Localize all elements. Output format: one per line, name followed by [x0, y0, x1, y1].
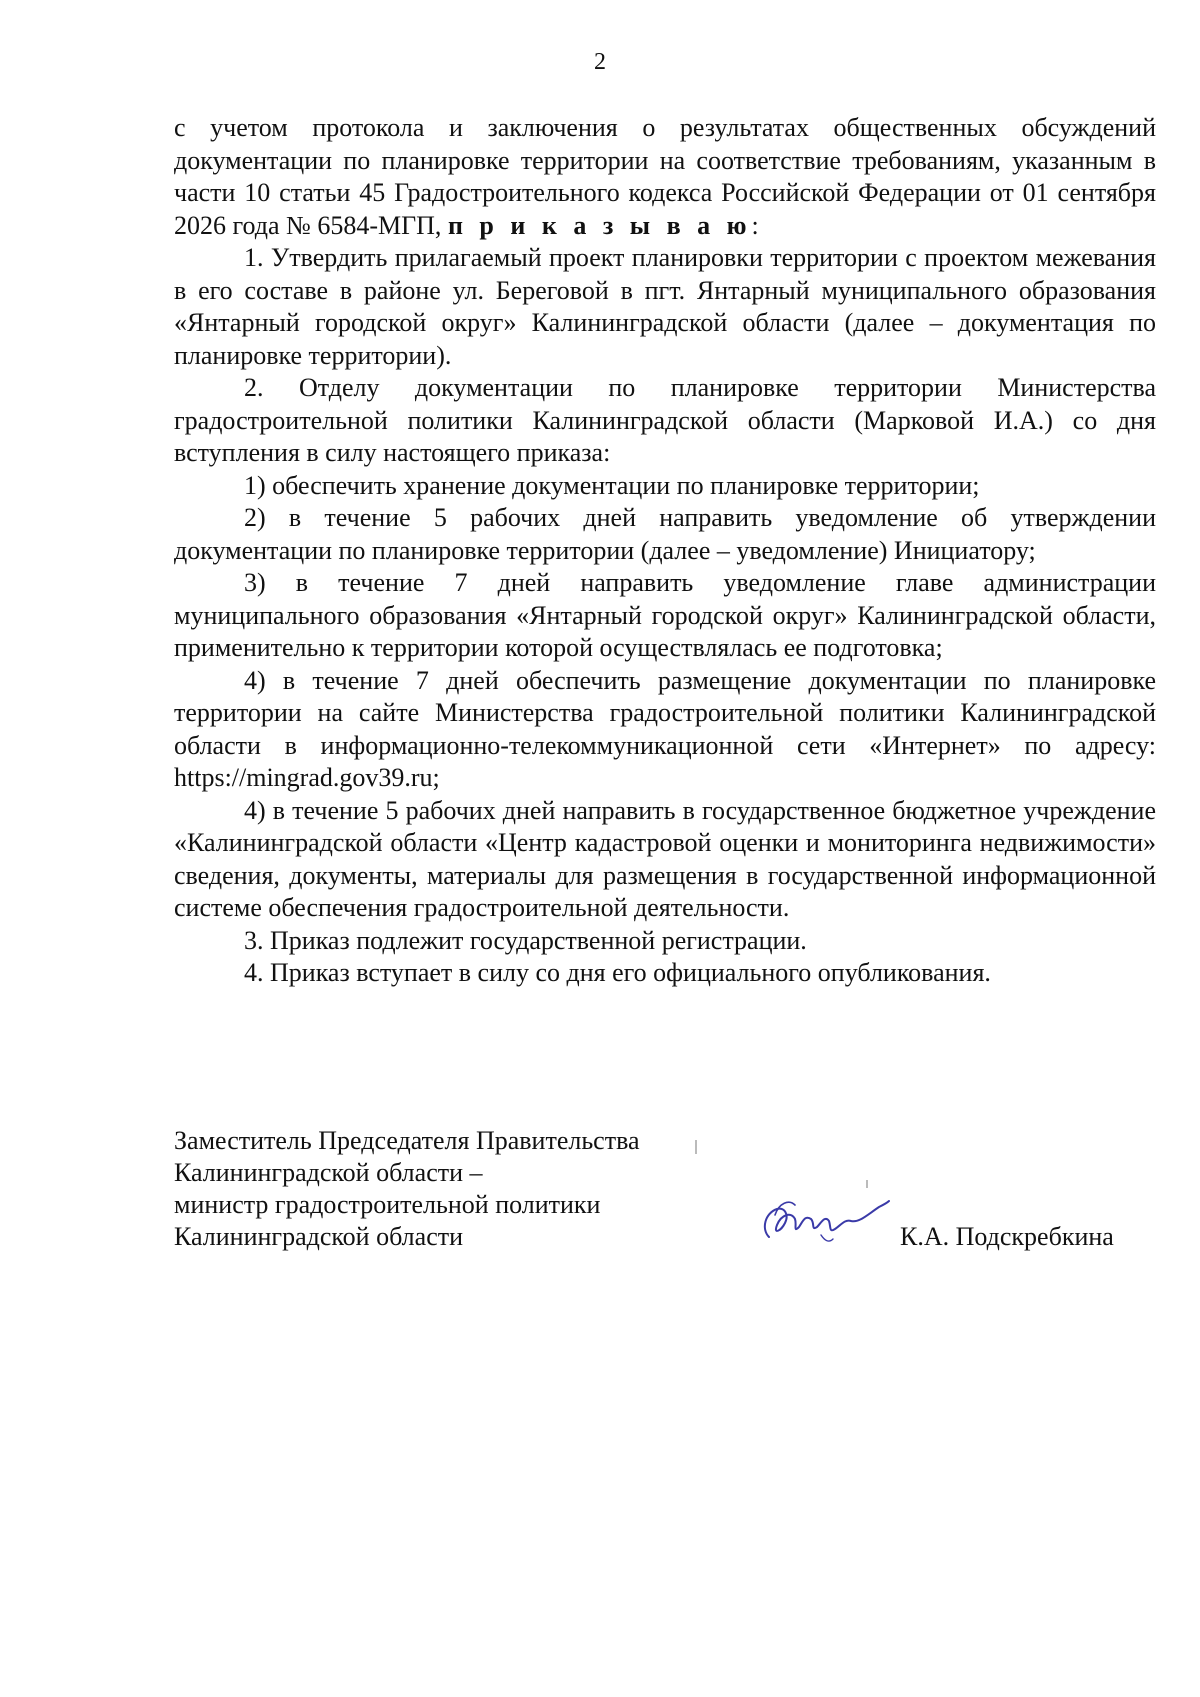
paragraph-3: 3. Приказ подлежит государственной регистрации.: [244, 925, 807, 955]
paragraph-2-item-4: 4) в течение 7 дней обеспечить размещение документации по планировке территории на сайте Министерства градостроительной политики Калининградской области в информационно-телекоммуникационной сети «Интернет» по адресу: https://mingrad.gov39.ru;: [174, 665, 1156, 792]
intro-text: с учетом протокола и заключения о результатах общественных обсуждений документации по планировке территории на соответствие требованиям, указанным в части 10 статьи 45 Градостроительного кодекса Российской Федерации от 01 сентября 2026 года № 6584-МГП,: [174, 113, 1156, 240]
paragraph-2: 2. Отделу документации по планировке территории Министерства градостроительной политики Калининградской области (Марковой И.А.) со дня вступления в силу настоящего приказа:: [174, 373, 1156, 467]
signatory-title: [174, 1125, 640, 1253]
signatory-title-line-1: Заместитель Председателя Правительства: [174, 1126, 640, 1155]
paragraph-2-item-3: 3) в течение 7 дней направить уведомление главе администрации муниципального образования «Янтарный городской округ» Калининградской области, применительно к территории которой осуществлялась ее подготовка;: [174, 568, 1156, 662]
signatory-title-line-4: Калининградской области: [174, 1222, 464, 1251]
document-body: [174, 112, 1156, 990]
page-number: 2: [594, 49, 606, 75]
paragraph-2-item-2: 2) в течение 5 рабочих дней направить уведомление об утверждении документации по планировке территории (далее – уведомление) Инициатору;: [174, 503, 1156, 565]
scan-mark: [866, 1180, 868, 1188]
signatory-title-line-2: Калининградской области –: [174, 1158, 483, 1187]
paragraph-2-item-1: 1) обеспечить хранение документации по планировке территории;: [244, 470, 980, 500]
handwritten-signature: [755, 1185, 895, 1255]
paragraph-2-item-5: 4) в течение 5 рабочих дней направить в государственное бюджетное учреждение «Калининградской области «Центр кадастровой оценки и мониторинга недвижимости» сведения, документы, материалы для размещения в государственной информационной системе обеспечения градостроительной деятельности.: [174, 795, 1156, 922]
signatory-title-line-3: министр градостроительной политики: [174, 1190, 601, 1219]
order-colon: :: [751, 210, 759, 240]
scan-mark: [695, 1140, 697, 1154]
paragraph-4: 4. Приказ вступает в силу со дня его официального опубликования.: [244, 958, 991, 987]
intro-paragraph: [174, 112, 1156, 242]
signer-name: К.А. Подскребкина: [900, 1222, 1114, 1251]
paragraph-1: 1. Утвердить прилагаемый проект планировки территории с проектом межевания в его составе в районе ул. Береговой в пгт. Янтарный муниципального образования «Янтарный городской округ» Калининградской области (далее – документация по планировке территории).: [174, 243, 1156, 370]
order-word: п р и к а з ы в а ю: [447, 210, 752, 240]
